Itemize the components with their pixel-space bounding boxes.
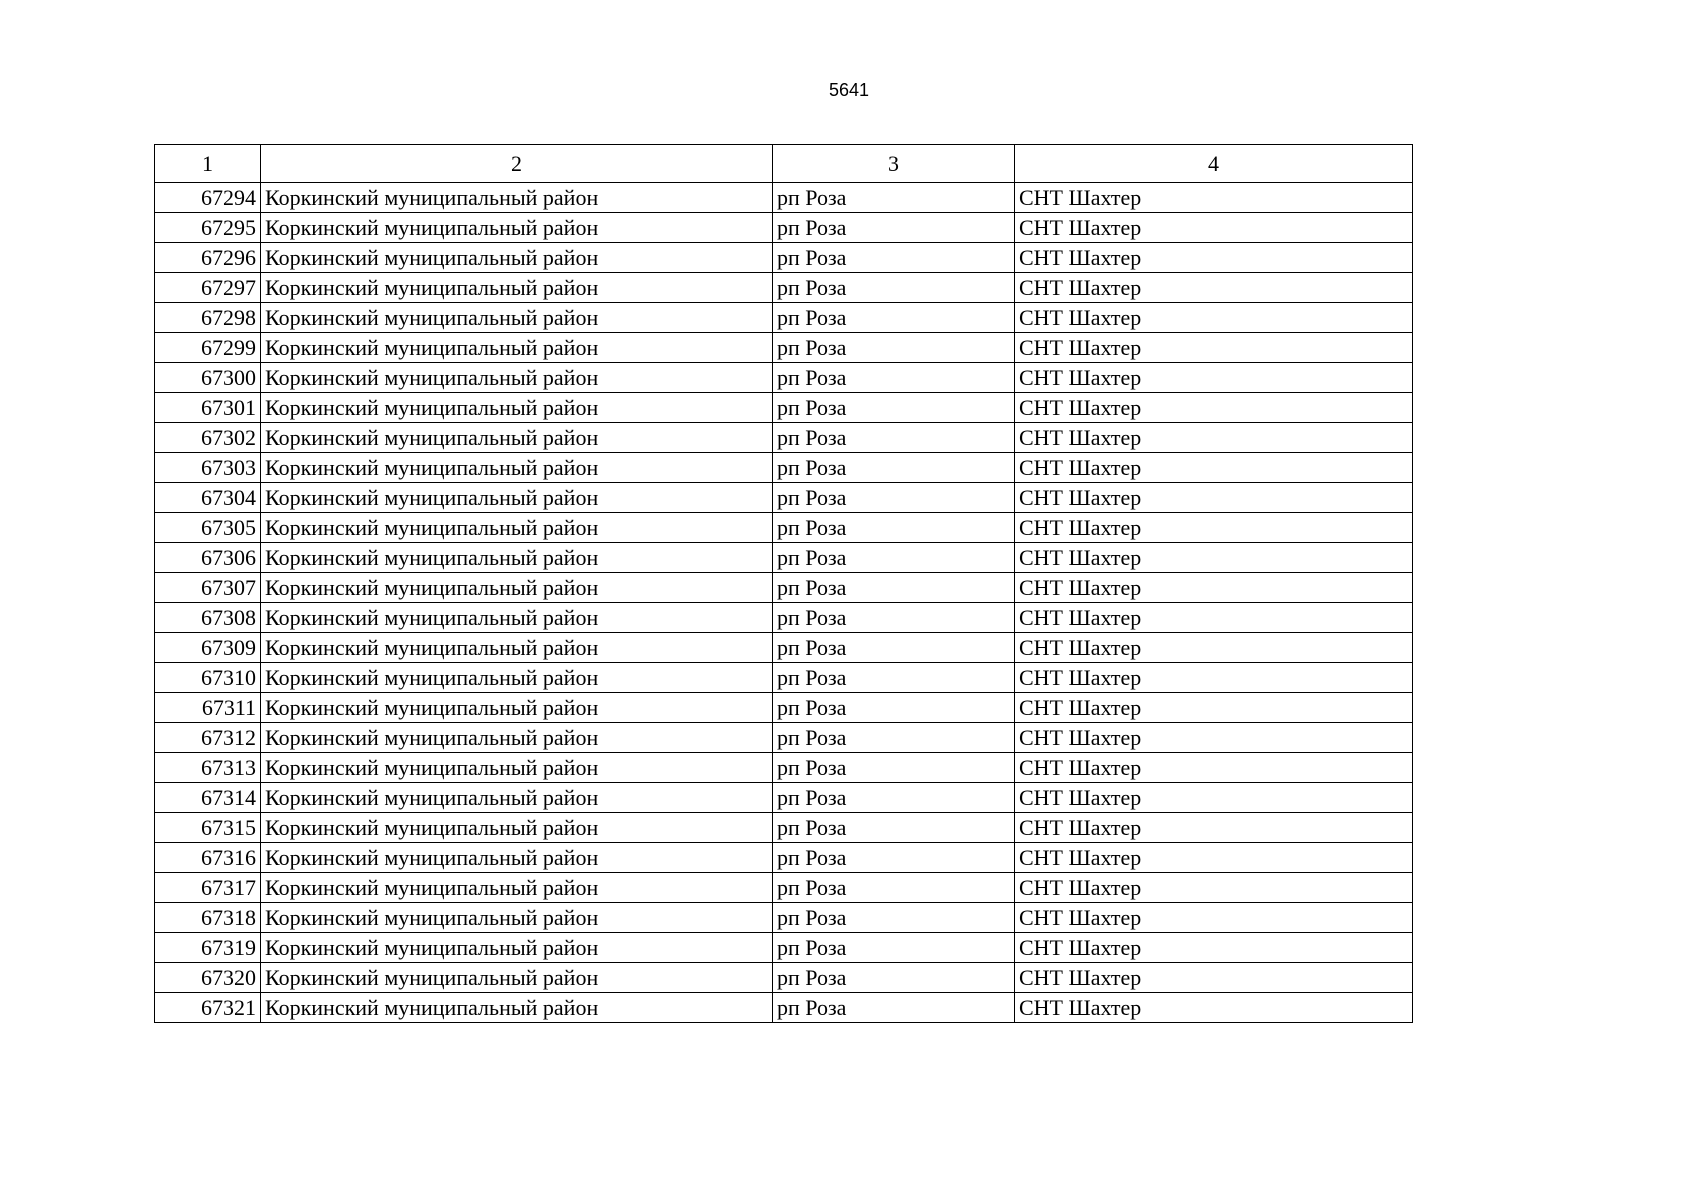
cell-number: 67309 bbox=[155, 633, 261, 663]
cell-organization: СНТ Шахтер bbox=[1015, 753, 1413, 783]
registry-table bbox=[154, 144, 1413, 1023]
cell-settlement: рп Роза bbox=[773, 573, 1015, 603]
cell-settlement: рп Роза bbox=[773, 933, 1015, 963]
cell-district: Коркинский муниципальный район bbox=[261, 813, 773, 843]
cell-organization: СНТ Шахтер bbox=[1015, 333, 1413, 363]
cell-number: 67315 bbox=[155, 813, 261, 843]
cell-number: 67306 bbox=[155, 543, 261, 573]
cell-organization: СНТ Шахтер bbox=[1015, 423, 1413, 453]
cell-settlement: рп Роза bbox=[773, 633, 1015, 663]
table-row bbox=[155, 933, 1413, 963]
cell-settlement: рп Роза bbox=[773, 543, 1015, 573]
table-row bbox=[155, 423, 1413, 453]
cell-settlement: рп Роза bbox=[773, 873, 1015, 903]
cell-settlement: рп Роза bbox=[773, 303, 1015, 333]
cell-district: Коркинский муниципальный район bbox=[261, 753, 773, 783]
cell-district: Коркинский муниципальный район bbox=[261, 273, 773, 303]
cell-settlement: рп Роза bbox=[773, 813, 1015, 843]
cell-district: Коркинский муниципальный район bbox=[261, 393, 773, 423]
cell-district: Коркинский муниципальный район bbox=[261, 783, 773, 813]
cell-district: Коркинский муниципальный район bbox=[261, 723, 773, 753]
cell-number: 67310 bbox=[155, 663, 261, 693]
cell-district: Коркинский муниципальный район bbox=[261, 183, 773, 213]
table-row bbox=[155, 303, 1413, 333]
cell-district: Коркинский муниципальный район bbox=[261, 633, 773, 663]
cell-district: Коркинский муниципальный район bbox=[261, 843, 773, 873]
cell-number: 67301 bbox=[155, 393, 261, 423]
cell-number: 67312 bbox=[155, 723, 261, 753]
cell-settlement: рп Роза bbox=[773, 753, 1015, 783]
cell-organization: СНТ Шахтер bbox=[1015, 783, 1413, 813]
table-row bbox=[155, 573, 1413, 603]
cell-district: Коркинский муниципальный район bbox=[261, 213, 773, 243]
cell-number: 67311 bbox=[155, 693, 261, 723]
cell-number: 67307 bbox=[155, 573, 261, 603]
cell-settlement: рп Роза bbox=[773, 963, 1015, 993]
cell-district: Коркинский муниципальный район bbox=[261, 573, 773, 603]
table-row bbox=[155, 603, 1413, 633]
cell-settlement: рп Роза bbox=[773, 903, 1015, 933]
table-row bbox=[155, 873, 1413, 903]
cell-organization: СНТ Шахтер bbox=[1015, 993, 1413, 1023]
table-row bbox=[155, 633, 1413, 663]
table-row bbox=[155, 513, 1413, 543]
table-body bbox=[155, 183, 1413, 1023]
cell-number: 67320 bbox=[155, 963, 261, 993]
table-row bbox=[155, 723, 1413, 753]
table-row bbox=[155, 843, 1413, 873]
cell-organization: СНТ Шахтер bbox=[1015, 873, 1413, 903]
table-row bbox=[155, 183, 1413, 213]
cell-number: 67295 bbox=[155, 213, 261, 243]
cell-organization: СНТ Шахтер bbox=[1015, 513, 1413, 543]
cell-number: 67318 bbox=[155, 903, 261, 933]
cell-settlement: рп Роза bbox=[773, 423, 1015, 453]
cell-organization: СНТ Шахтер bbox=[1015, 633, 1413, 663]
cell-district: Коркинский муниципальный район bbox=[261, 243, 773, 273]
cell-number: 67302 bbox=[155, 423, 261, 453]
cell-settlement: рп Роза bbox=[773, 783, 1015, 813]
cell-settlement: рп Роза bbox=[773, 363, 1015, 393]
cell-district: Коркинский муниципальный район bbox=[261, 543, 773, 573]
cell-district: Коркинский муниципальный район bbox=[261, 963, 773, 993]
cell-settlement: рп Роза bbox=[773, 453, 1015, 483]
cell-number: 67314 bbox=[155, 783, 261, 813]
table-row bbox=[155, 363, 1413, 393]
table-row bbox=[155, 453, 1413, 483]
cell-organization: СНТ Шахтер bbox=[1015, 243, 1413, 273]
table-row bbox=[155, 753, 1413, 783]
cell-number: 67321 bbox=[155, 993, 261, 1023]
header-cell-1: 1 bbox=[155, 145, 261, 183]
cell-settlement: рп Роза bbox=[773, 993, 1015, 1023]
cell-organization: СНТ Шахтер bbox=[1015, 843, 1413, 873]
cell-number: 67313 bbox=[155, 753, 261, 783]
cell-settlement: рп Роза bbox=[773, 333, 1015, 363]
page-number: 5641 bbox=[828, 80, 870, 100]
table-header bbox=[155, 145, 1413, 183]
table-row bbox=[155, 273, 1413, 303]
cell-number: 67304 bbox=[155, 483, 261, 513]
cell-number: 67319 bbox=[155, 933, 261, 963]
cell-district: Коркинский муниципальный район bbox=[261, 993, 773, 1023]
cell-organization: СНТ Шахтер bbox=[1015, 183, 1413, 213]
cell-settlement: рп Роза bbox=[773, 183, 1015, 213]
cell-district: Коркинский муниципальный район bbox=[261, 423, 773, 453]
cell-organization: СНТ Шахтер bbox=[1015, 903, 1413, 933]
cell-organization: СНТ Шахтер bbox=[1015, 603, 1413, 633]
cell-settlement: рп Роза bbox=[773, 723, 1015, 753]
cell-organization: СНТ Шахтер bbox=[1015, 813, 1413, 843]
cell-district: Коркинский муниципальный район bbox=[261, 333, 773, 363]
table-row bbox=[155, 663, 1413, 693]
cell-organization: СНТ Шахтер bbox=[1015, 393, 1413, 423]
table-row bbox=[155, 213, 1413, 243]
header-cell-4: 4 bbox=[1015, 145, 1413, 183]
cell-number: 67299 bbox=[155, 333, 261, 363]
cell-organization: СНТ Шахтер bbox=[1015, 693, 1413, 723]
cell-number: 67305 bbox=[155, 513, 261, 543]
cell-settlement: рп Роза bbox=[773, 393, 1015, 423]
cell-organization: СНТ Шахтер bbox=[1015, 213, 1413, 243]
table-row bbox=[155, 813, 1413, 843]
cell-district: Коркинский муниципальный район bbox=[261, 513, 773, 543]
cell-organization: СНТ Шахтер bbox=[1015, 453, 1413, 483]
cell-settlement: рп Роза bbox=[773, 513, 1015, 543]
cell-settlement: рп Роза bbox=[773, 693, 1015, 723]
cell-settlement: рп Роза bbox=[773, 843, 1015, 873]
cell-district: Коркинский муниципальный район bbox=[261, 363, 773, 393]
cell-settlement: рп Роза bbox=[773, 273, 1015, 303]
header-cell-3: 3 bbox=[773, 145, 1015, 183]
cell-district: Коркинский муниципальный район bbox=[261, 903, 773, 933]
cell-district: Коркинский муниципальный район bbox=[261, 453, 773, 483]
cell-district: Коркинский муниципальный район bbox=[261, 603, 773, 633]
cell-district: Коркинский муниципальный район bbox=[261, 873, 773, 903]
cell-district: Коркинский муниципальный район bbox=[261, 693, 773, 723]
cell-number: 67308 bbox=[155, 603, 261, 633]
cell-organization: СНТ Шахтер bbox=[1015, 303, 1413, 333]
table-row bbox=[155, 993, 1413, 1023]
cell-organization: СНТ Шахтер bbox=[1015, 933, 1413, 963]
table-row bbox=[155, 393, 1413, 423]
cell-organization: СНТ Шахтер bbox=[1015, 723, 1413, 753]
cell-organization: СНТ Шахтер bbox=[1015, 363, 1413, 393]
cell-settlement: рп Роза bbox=[773, 483, 1015, 513]
table-row bbox=[155, 543, 1413, 573]
cell-organization: СНТ Шахтер bbox=[1015, 543, 1413, 573]
cell-number: 67298 bbox=[155, 303, 261, 333]
cell-organization: СНТ Шахтер bbox=[1015, 273, 1413, 303]
table-row bbox=[155, 483, 1413, 513]
cell-settlement: рп Роза bbox=[773, 213, 1015, 243]
cell-number: 67296 bbox=[155, 243, 261, 273]
table-row bbox=[155, 963, 1413, 993]
header-row bbox=[155, 145, 1413, 183]
cell-settlement: рп Роза bbox=[773, 603, 1015, 633]
cell-district: Коркинский муниципальный район bbox=[261, 933, 773, 963]
table-row bbox=[155, 333, 1413, 363]
cell-number: 67317 bbox=[155, 873, 261, 903]
cell-organization: СНТ Шахтер bbox=[1015, 963, 1413, 993]
cell-organization: СНТ Шахтер bbox=[1015, 663, 1413, 693]
table-row bbox=[155, 783, 1413, 813]
cell-number: 67294 bbox=[155, 183, 261, 213]
cell-number: 67303 bbox=[155, 453, 261, 483]
cell-number: 67297 bbox=[155, 273, 261, 303]
cell-district: Коркинский муниципальный район bbox=[261, 663, 773, 693]
table-row bbox=[155, 903, 1413, 933]
cell-district: Коркинский муниципальный район bbox=[261, 483, 773, 513]
header-cell-2: 2 bbox=[261, 145, 773, 183]
cell-number: 67300 bbox=[155, 363, 261, 393]
cell-settlement: рп Роза bbox=[773, 663, 1015, 693]
table-row bbox=[155, 693, 1413, 723]
cell-settlement: рп Роза bbox=[773, 243, 1015, 273]
cell-district: Коркинский муниципальный район bbox=[261, 303, 773, 333]
table-row bbox=[155, 243, 1413, 273]
cell-organization: СНТ Шахтер bbox=[1015, 483, 1413, 513]
cell-number: 67316 bbox=[155, 843, 261, 873]
cell-organization: СНТ Шахтер bbox=[1015, 573, 1413, 603]
